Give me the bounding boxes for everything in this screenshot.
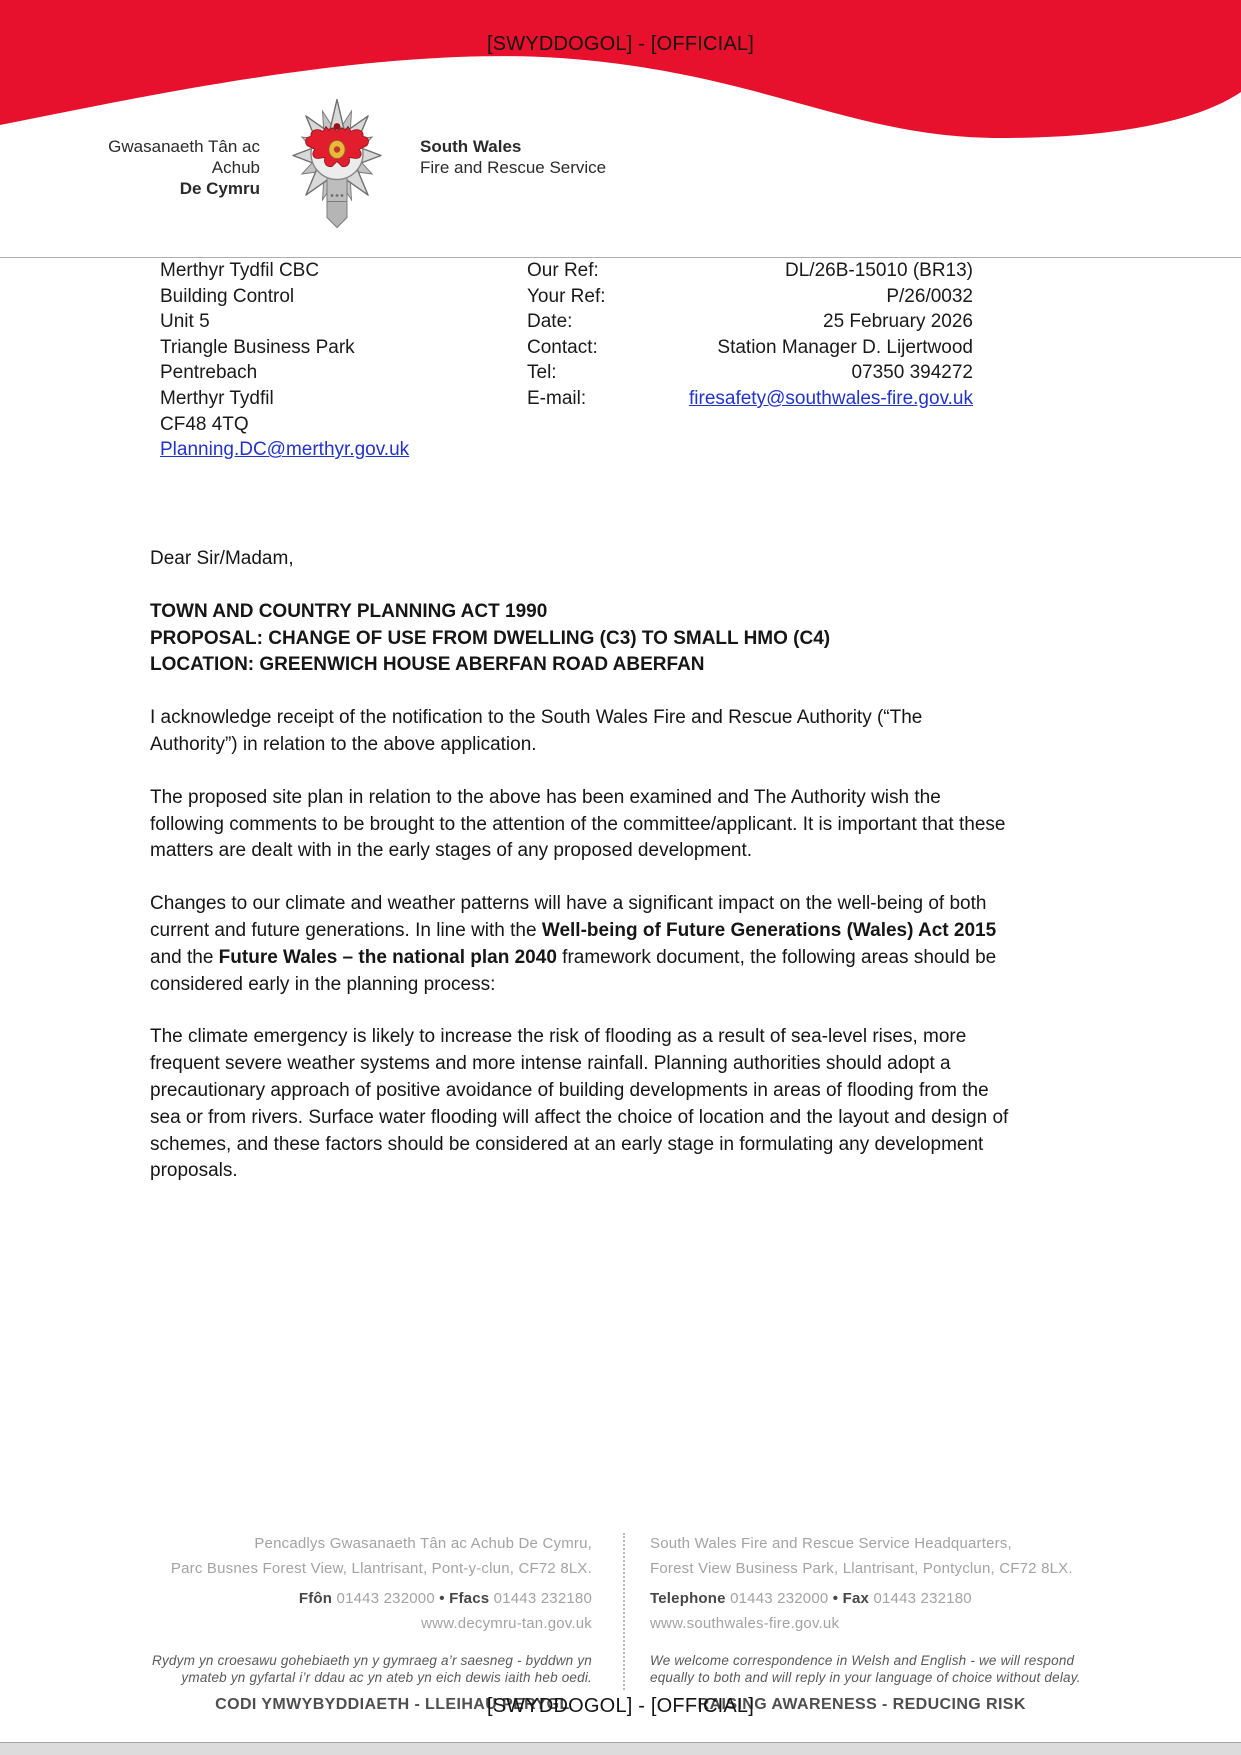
recipient-line: Building Control — [160, 285, 295, 307]
ref-label: Contact: — [527, 336, 598, 358]
footer-column-divider — [623, 1533, 625, 1690]
footer-english-fax-label: Fax — [842, 1590, 870, 1607]
recipient-line: Merthyr Tydfil — [160, 387, 274, 409]
ref-value-contact: Station Manager D. Lijertwood — [717, 336, 973, 358]
subject-block — [150, 599, 1012, 679]
footer-welsh-address-2: Parc Busnes Forest View, Llantrisant, Pont-y-clun, CF72 8LX. — [170, 1559, 592, 1577]
recipient-address-block — [160, 258, 409, 463]
footer-english-phone-row — [650, 1587, 1120, 1612]
logo-welsh-line1: Gwasanaeth Tân ac Achub — [108, 137, 260, 177]
ref-value-date: 25 February 2026 — [823, 311, 973, 333]
subject-line-act: TOWN AND COUNTRY PLANNING ACT 1990 — [150, 600, 548, 622]
paragraph-climate-policy: Changes to our climate and weather patterns will have a significant impact on the well-being of both current and future generations. In line with the Well-being of Future Generations (Wales) Act 2015 and the Future Wales – the national plan 2040 framework document, the following areas should be considered early in the planning process: — [150, 893, 997, 995]
recipient-line: CF48 4TQ — [160, 413, 249, 435]
recipient-email-link[interactable]: Planning.DC@merthyr.gov.uk — [160, 439, 410, 461]
footer-english-phone-label: Telephone — [650, 1590, 726, 1607]
logo-english-line1: South Wales — [420, 137, 522, 156]
paragraph-site-plan: The proposed site plan in relation to the above has been examined and The Authority wish the following comments to be brought to the attention of the committee/applicant. It is important that these matters are dealt with in the early stages of any proposed development. — [150, 786, 1006, 862]
ref-label: Your Ref: — [527, 285, 606, 307]
footer-welsh-address-1: Pencadlys Gwasanaeth Tân ac Achub De Cymru, — [254, 1535, 592, 1552]
salutation: Dear Sir/Madam, — [150, 548, 294, 569]
recipient-line: Pentrebach — [160, 362, 258, 384]
official-marking-bottom: [SWYDDOGOL] - [OFFICIAL] — [486, 1695, 755, 1717]
footer-welsh-column — [140, 1532, 592, 1686]
bullet-separator-icon: • — [832, 1590, 839, 1607]
footer-welsh-phone-row — [140, 1587, 592, 1612]
subject-line-location: LOCATION: GREENWICH HOUSE ABERFAN ROAD ABERFAN — [150, 654, 705, 676]
logo-english-line2: Fire and Rescue Service — [420, 158, 607, 177]
footer-english-column — [650, 1532, 1120, 1686]
recipient-line: Triangle Business Park — [160, 336, 355, 358]
footer-welsh-fax-label: Ffacs — [449, 1590, 490, 1607]
page-bottom-strip — [0, 1742, 1241, 1755]
tagline-english: RAISING AWARENESS - REDUCING RISK — [697, 1696, 1026, 1713]
recipient-line: Merthyr Tydfil CBC — [160, 260, 320, 281]
footer-welsh-fax-number: 01443 232180 — [493, 1590, 592, 1607]
footer-english-phone-number: 01443 232000 — [730, 1590, 829, 1607]
ref-label: Tel: — [527, 362, 557, 384]
footer-welsh-language-note: Rydym yn croesawu gohebiaeth yn y gymraeg a’r saesneg - byddwn yn ymateb yn gyfartal i’r ddau ac yn ateb yn eich dewis iaith heb oedi. — [152, 1653, 592, 1685]
ref-label: Our Ref: — [527, 260, 599, 281]
ref-email-link[interactable]: firesafety@southwales-fire.gov.uk — [689, 387, 973, 409]
bullet-separator-icon: • — [439, 1590, 445, 1607]
footer-welsh-website: www.decymru-tan.gov.uk — [421, 1614, 592, 1632]
footer-english-fax-number: 01443 232180 — [873, 1590, 972, 1607]
ref-value-your-ref: P/26/0032 — [886, 285, 973, 307]
footer-english-address-1: South Wales Fire and Rescue Service Headquarters, — [650, 1535, 1012, 1552]
letter-body — [150, 546, 1012, 1211]
ref-value-our-ref: DL/26B-15010 (BR13) — [785, 260, 973, 281]
ref-value-tel: 07350 394272 — [851, 362, 973, 384]
footer-welsh-phone-label: Ffôn — [298, 1590, 333, 1607]
fire-service-badge-icon — [277, 96, 397, 234]
footer-english-language-note: We welcome correspondence in Welsh and English - we will respond equally to both and will reply in your language of choice without delay. — [650, 1653, 1081, 1685]
ref-label: E-mail: — [527, 387, 587, 409]
recipient-line: Unit 5 — [160, 311, 210, 333]
footer-english-address-2: Forest View Business Park, Llantrisant, Pontyclun, CF72 8LX. — [650, 1559, 1073, 1577]
logo-welsh-line2: De Cymru — [179, 179, 260, 198]
tagline-welsh: CODI YMWYBYDDIAETH - LLEIHAU PERYGL — [215, 1696, 570, 1713]
paragraph-acknowledge: I acknowledge receipt of the notification to the South Wales Fire and Rescue Authority (“The Authority”) in relation to the above application. — [150, 707, 923, 755]
logo-welsh-wordmark — [58, 136, 260, 199]
ref-label: Date: — [527, 311, 573, 333]
reference-values — [560, 258, 973, 412]
official-marking-top: [SWYDDOGOL] - [OFFICIAL] — [486, 33, 755, 55]
logo-english-wordmark — [420, 136, 680, 178]
subject-line-proposal: PROPOSAL: CHANGE OF USE FROM DWELLING (C3) TO SMALL HMO (C4) — [150, 627, 831, 649]
footer-english-website: www.southwales-fire.gov.uk — [650, 1614, 840, 1632]
footer-welsh-phone-number: 01443 232000 — [336, 1590, 435, 1607]
paragraph-flooding: The climate emergency is likely to increase the risk of flooding as a result of sea-level rises, more frequent severe weather systems and more intense rainfall. Planning authorities should adopt a precautionary approach of positive avoidance of building developments in areas of flooding from the sea or from rivers. Surface water flooding will affect the choice of location and the layout and design of schemes, and these factors should be considered at an early stage in formulating any development proposals. — [150, 1026, 1009, 1182]
